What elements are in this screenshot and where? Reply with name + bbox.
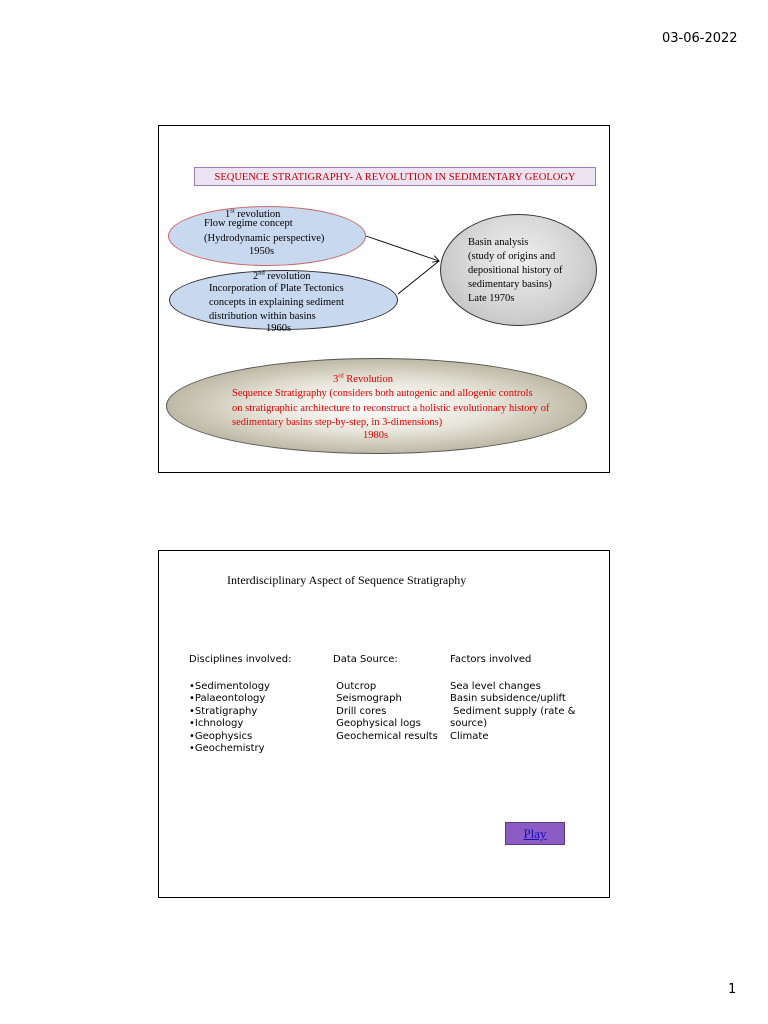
list-item: •Sedimentology (189, 680, 270, 692)
basin-line4: sedimentary basins) (468, 279, 552, 290)
list-item: Basin subsidence/uplift (450, 693, 566, 704)
list-item: Climate (450, 730, 489, 742)
list-item: •Palaeontology (189, 693, 266, 704)
list-item: •Geochemistry (189, 743, 265, 754)
revolution-2-line1: Incorporation of Plate Tectonics (209, 283, 344, 294)
revolution-1-year: 1950s (249, 246, 275, 257)
column-factors (450, 654, 575, 743)
list-item: Sea level changes (450, 680, 541, 692)
list-item: Seismograph (333, 693, 402, 704)
list-item: Geochemical results (333, 730, 438, 742)
play-button[interactable]: Play (505, 822, 565, 845)
column-disciplines (189, 654, 291, 756)
column-header: Data Source: (333, 654, 398, 665)
list-item: source) (450, 718, 488, 729)
revolution-1-heading: 1st revolution (225, 207, 281, 220)
revolution-1-line1: Flow regime concept (204, 218, 293, 229)
arrow-rev2-to-basin (398, 261, 439, 294)
revolution-2-heading: 2nd revolution (253, 269, 311, 282)
page-number: 1 (728, 982, 737, 997)
arrow-rev1-to-basin (366, 236, 439, 261)
basin-line2: (study of origins and (468, 251, 556, 262)
column-header: Disciplines involved: (189, 654, 292, 665)
basin-line5: Late 1970s (468, 293, 515, 304)
revolution-2-line2: concepts in explaining sediment (209, 297, 345, 308)
list-item: Drill cores (333, 705, 387, 717)
revolution-3-line2: on stratigraphic architecture to reconstruct a holistic evolutionary history of (232, 403, 550, 414)
page-date: 03-06-2022 (662, 31, 738, 46)
list-item: Sediment supply (rate & (450, 705, 576, 717)
slide-revolutions (158, 125, 610, 473)
list-item: •Geophysics (189, 730, 253, 742)
list-item: Geophysical logs (333, 718, 421, 729)
slide-title: Interdisciplinary Aspect of Sequence Stratigraphy (227, 573, 467, 587)
revolution-3-year: 1980s (363, 430, 389, 441)
list-item: •Stratigraphy (189, 705, 258, 717)
list-item: •Ichnology (189, 718, 244, 729)
basin-line3: depositional history of (468, 265, 563, 276)
revolution-2-year: 1960s (266, 323, 292, 334)
revolution-3-line3: sedimentary basins step-by-step, in 3-dimensions) (232, 417, 443, 428)
list-item: Outcrop (333, 680, 377, 692)
revolution-2-line3: distribution within basins (209, 311, 316, 322)
column-data-source (333, 654, 438, 743)
slide-interdisciplinary (158, 550, 610, 898)
revolution-3-line1: Sequence Stratigraphy (considers both autogenic and allogenic controls (232, 388, 533, 399)
slide-title: SEQUENCE STRATIGRAPHY- A REVOLUTION IN SEDIMENTARY GEOLOGY (194, 167, 596, 186)
revolution-1-line2: (Hydrodynamic perspective) (204, 233, 325, 244)
column-header: Factors involved (450, 654, 532, 665)
basin-line1: Basin analysis (468, 237, 529, 248)
revolution-3-heading: 3rd Revolution (333, 372, 393, 385)
